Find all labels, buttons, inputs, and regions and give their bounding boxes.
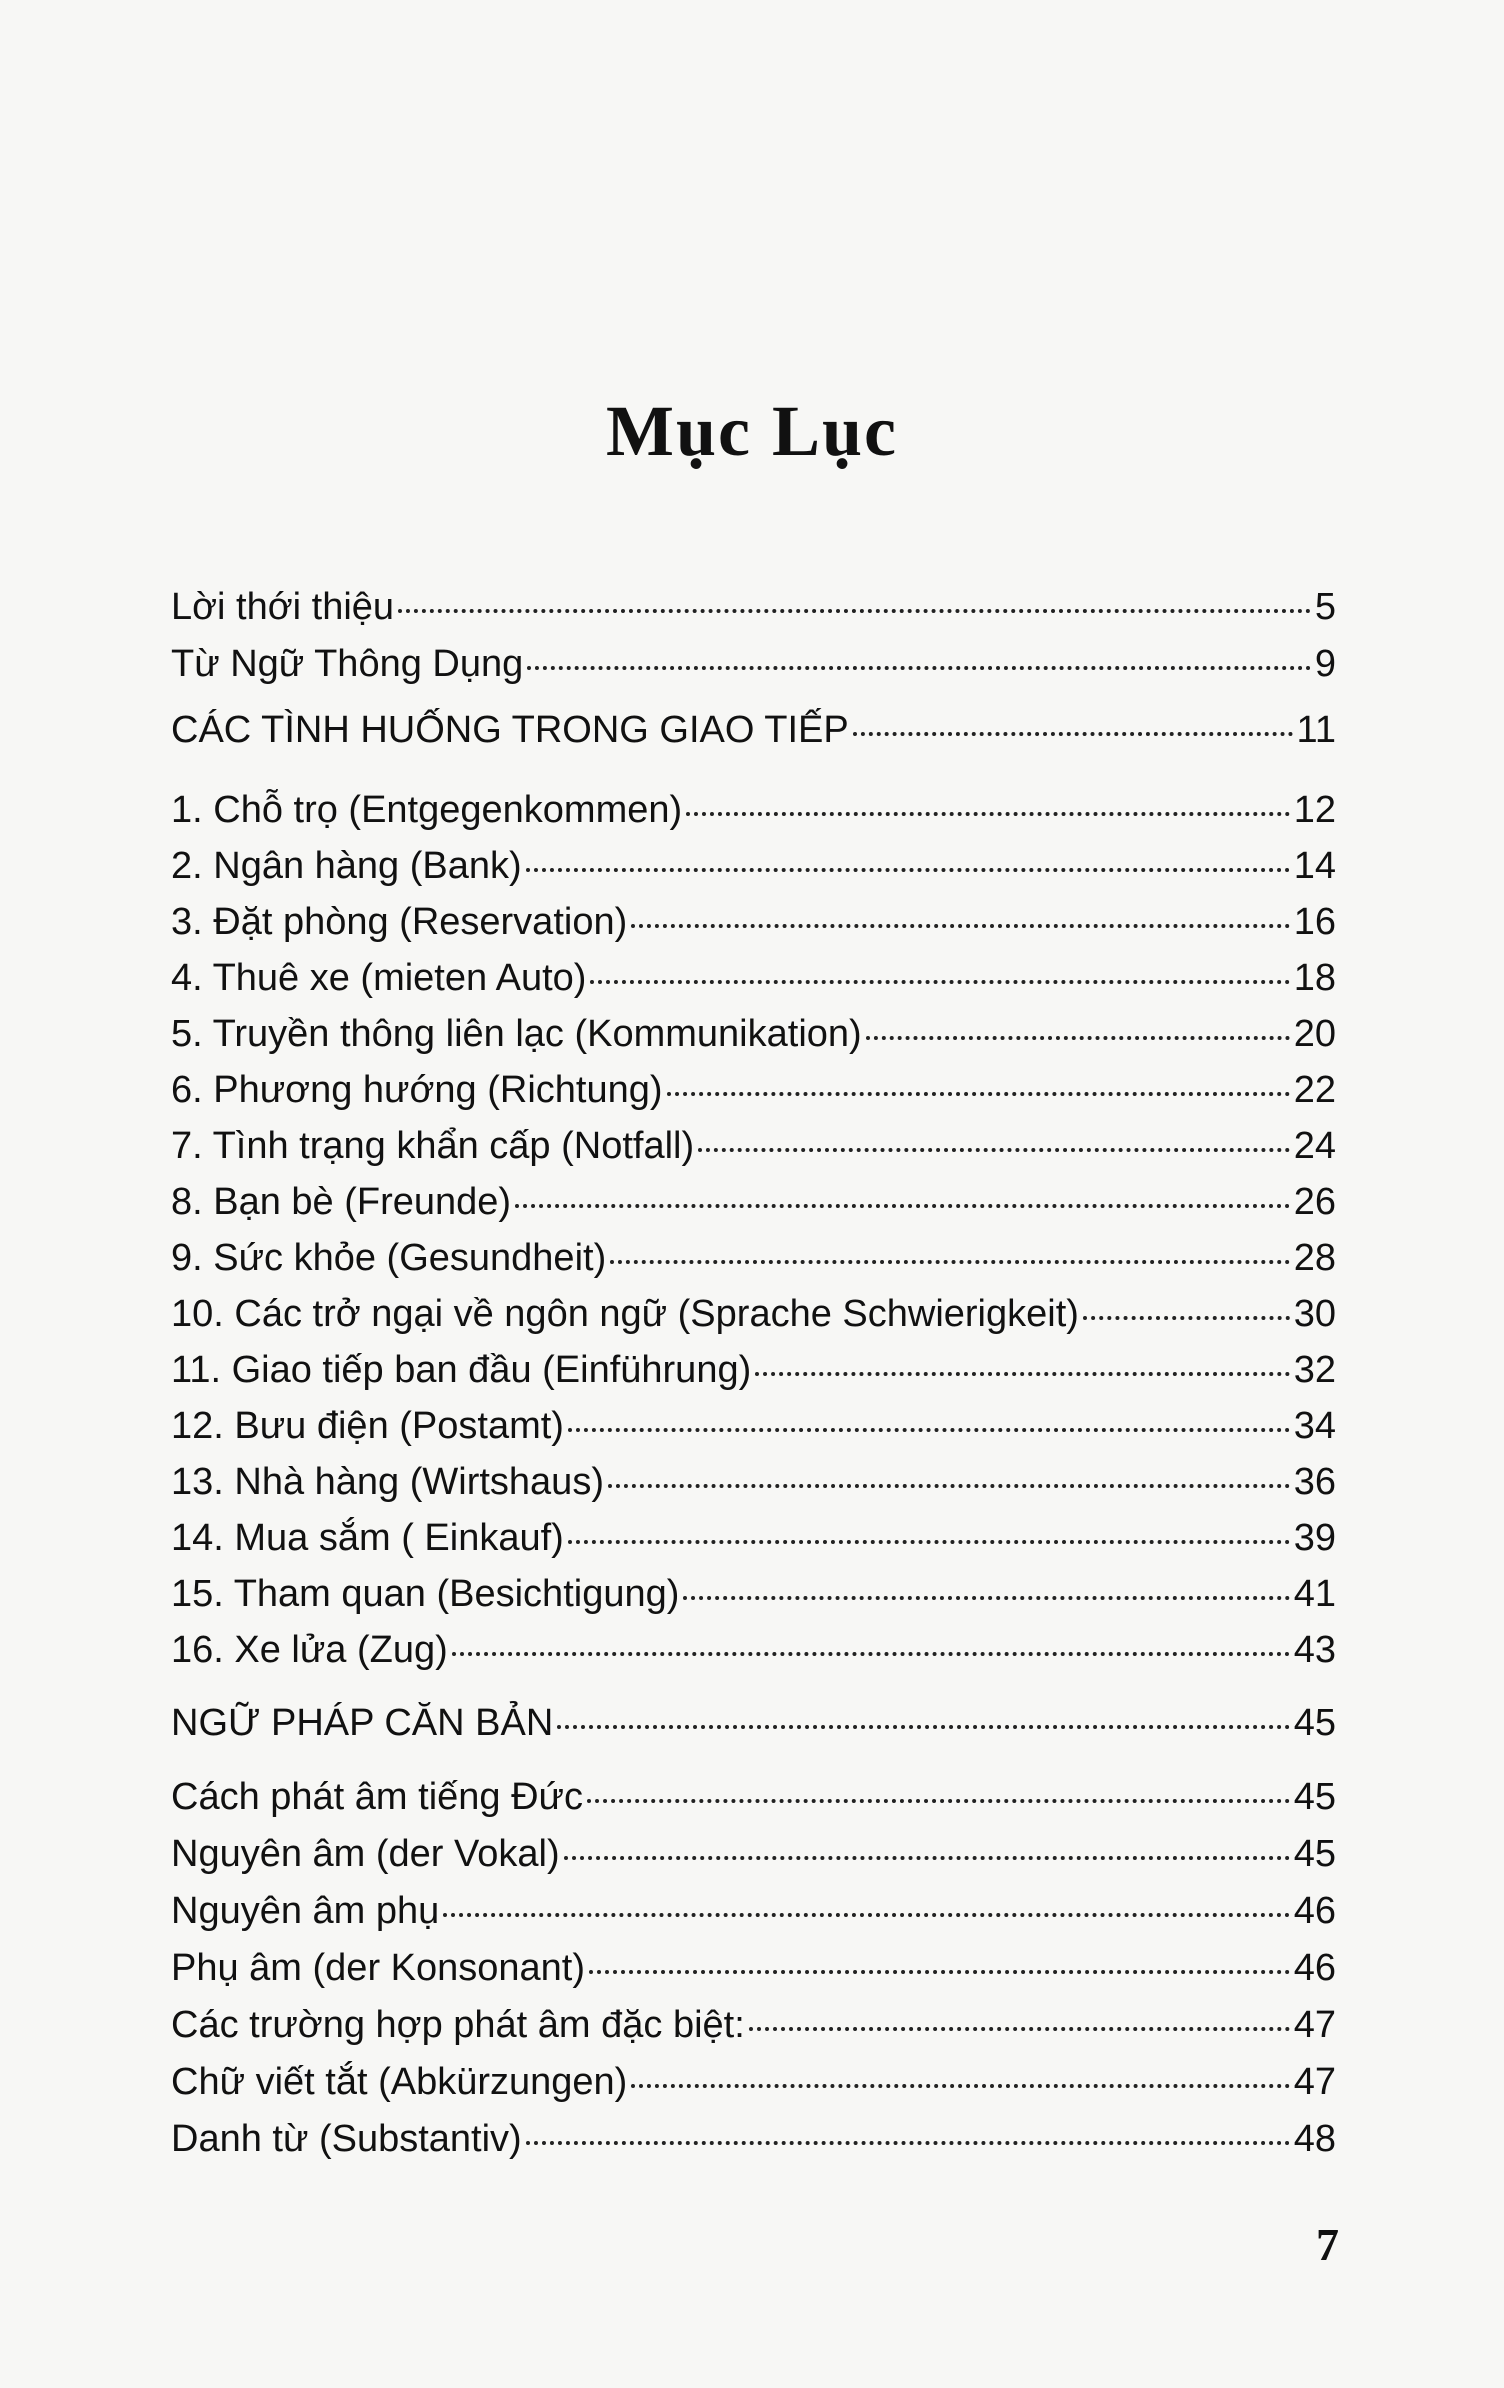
toc-entry-label: CÁC TÌNH HUỐNG TRONG GIAO TIẾP: [171, 709, 849, 751]
toc-entry-label: Danh từ (Substantiv): [171, 2118, 522, 2160]
toc-entry-label: Từ Ngữ Thông Dụng: [171, 643, 524, 685]
toc-entry: [171, 2001, 1336, 2049]
toc-dot-leader: [631, 2084, 1289, 2088]
toc-entry-label: Phụ âm (der Konsonant): [171, 1947, 586, 1989]
toc-dot-leader: [515, 1204, 1290, 1208]
toc-dot-leader: [686, 812, 1290, 816]
toc-entry-page: 20: [1293, 1013, 1336, 1055]
toc-entry-label: 11. Giao tiếp ban đầu (Einführung): [171, 1349, 752, 1391]
toc-entry: [171, 2115, 1336, 2163]
toc-entry-page: 5: [1314, 586, 1336, 628]
toc-entry-page: 9: [1314, 643, 1336, 685]
toc-entry: [171, 1944, 1336, 1992]
toc-entry: [171, 1122, 1336, 1170]
toc-dot-leader: [853, 732, 1293, 736]
toc-entry-page: 24: [1293, 1125, 1336, 1167]
toc-entry-label: 10. Các trở ngại về ngôn ngữ (Sprache Schwierigkeit): [171, 1293, 1079, 1335]
toc-entry-label: 14. Mua sắm ( Einkauf): [171, 1517, 564, 1559]
toc-entry-label: Cách phát âm tiếng Đức: [171, 1776, 583, 1818]
toc-entry-page: 47: [1293, 2004, 1336, 2046]
toc-entry: [171, 1773, 1336, 1821]
toc-section-heading: [171, 706, 1336, 754]
toc-entry-label: Lời thới thiệu: [171, 586, 395, 628]
toc-entry: [171, 583, 1336, 631]
table-of-contents: [171, 583, 1336, 2163]
toc-dot-leader: [590, 980, 1289, 984]
toc-entry-page: 48: [1293, 2118, 1336, 2160]
toc-entry: [171, 1626, 1336, 1674]
toc-entry: [171, 1887, 1336, 1935]
toc-entry-page: 18: [1293, 957, 1336, 999]
toc-entry-label: 16. Xe lửa (Zug): [171, 1629, 448, 1671]
toc-dot-leader: [568, 1540, 1290, 1544]
toc-entry-page: 11: [1296, 709, 1336, 751]
toc-entry-label: 1. Chỗ trọ (Entgegenkommen): [171, 789, 683, 831]
toc-entry-label: 12. Bưu điện (Postamt): [171, 1405, 564, 1447]
toc-dot-leader: [526, 868, 1290, 872]
toc-entry: [171, 1066, 1336, 1114]
toc-entry: [171, 1458, 1336, 1506]
toc-entry: [171, 1514, 1336, 1562]
toc-entry-label: 4. Thuê xe (mieten Auto): [171, 957, 587, 999]
page-title: Mục Lục: [606, 391, 898, 471]
toc-entry: [171, 640, 1336, 688]
toc-entry-page: 30: [1293, 1293, 1336, 1335]
toc-entry-page: 39: [1293, 1517, 1336, 1559]
toc-entry-page: 26: [1293, 1181, 1336, 1223]
toc-dot-leader: [589, 1970, 1290, 1974]
toc-dot-leader: [1083, 1316, 1290, 1320]
toc-dot-leader: [527, 666, 1311, 670]
toc-entry-label: 8. Bạn bè (Freunde): [171, 1181, 512, 1223]
toc-entry-page: 46: [1293, 1890, 1336, 1932]
toc-entry: [171, 898, 1336, 946]
toc-entry-label: 5. Truyền thông liên lạc (Kommunikation): [171, 1013, 862, 1055]
toc-entry-label: 15. Tham quan (Besichtigung): [171, 1573, 680, 1615]
toc-dot-leader: [667, 1092, 1290, 1096]
toc-entry-label: Chữ viết tắt (Abkürzungen): [171, 2061, 628, 2103]
toc-entry: [171, 1402, 1336, 1450]
toc-entry-page: 22: [1293, 1069, 1336, 1111]
toc-dot-leader: [683, 1596, 1289, 1600]
toc-dot-leader: [755, 1372, 1289, 1376]
toc-entry: [171, 1830, 1336, 1878]
page-number: 7: [1316, 2219, 1339, 2270]
toc-dot-leader: [610, 1260, 1290, 1264]
toc-entry-page: 34: [1293, 1405, 1336, 1447]
toc-entry: [171, 1570, 1336, 1618]
toc-entry-page: 45: [1293, 1833, 1336, 1875]
toc-entry-page: 16: [1293, 901, 1336, 943]
toc-entry-label: 7. Tình trạng khẩn cấp (Notfall): [171, 1125, 695, 1167]
toc-entry-label: NGỮ PHÁP CĂN BẢN: [171, 1702, 554, 1744]
toc-dot-leader: [587, 1799, 1290, 1803]
toc-dot-leader: [568, 1428, 1290, 1432]
toc-section-heading: [171, 1699, 1336, 1747]
toc-entry-label: 6. Phương hướng (Richtung): [171, 1069, 663, 1111]
toc-dot-leader: [564, 1856, 1290, 1860]
toc-dot-leader: [443, 1913, 1289, 1917]
toc-entry-label: 9. Sức khỏe (Gesundheit): [171, 1237, 607, 1279]
toc-dot-leader: [749, 2027, 1290, 2031]
toc-entry-page: 36: [1293, 1461, 1336, 1503]
toc-entry: [171, 954, 1336, 1002]
toc-entry: [171, 1346, 1336, 1394]
toc-entry-page: 45: [1293, 1776, 1336, 1818]
toc-entry-page: 12: [1293, 789, 1336, 831]
toc-dot-leader: [698, 1148, 1290, 1152]
toc-entry-label: 3. Đặt phòng (Reservation): [171, 901, 628, 943]
toc-entry: [171, 1010, 1336, 1058]
toc-entry-label: 2. Ngân hàng (Bank): [171, 845, 522, 887]
toc-entry-label: Nguyên âm (der Vokal): [171, 1833, 560, 1875]
toc-dot-leader: [398, 609, 1311, 613]
toc-dot-leader: [452, 1652, 1290, 1656]
toc-dot-leader: [866, 1036, 1290, 1040]
toc-entry-page: 43: [1293, 1629, 1336, 1671]
toc-entry-label: Các trường hợp phát âm đặc biệt:: [171, 2004, 745, 2046]
toc-dot-leader: [608, 1484, 1290, 1488]
toc-entry-label: 13. Nhà hàng (Wirtshaus): [171, 1461, 604, 1503]
toc-entry-page: 41: [1293, 1573, 1336, 1615]
toc-entry-page: 32: [1293, 1349, 1336, 1391]
toc-entry: [171, 1178, 1336, 1226]
toc-entry-label: Nguyên âm phụ: [171, 1890, 440, 1932]
toc-entry-page: 46: [1293, 1947, 1336, 1989]
toc-entry: [171, 842, 1336, 890]
toc-entry-page: 28: [1293, 1237, 1336, 1279]
toc-dot-leader: [526, 2141, 1290, 2145]
toc-entry-page: 14: [1293, 845, 1336, 887]
toc-entry: [171, 2058, 1336, 2106]
toc-entry: [171, 1234, 1336, 1282]
toc-entry: [171, 786, 1336, 834]
toc-dot-leader: [557, 1725, 1289, 1729]
toc-dot-leader: [631, 924, 1289, 928]
toc-entry: [171, 1290, 1336, 1338]
toc-entry-page: 47: [1293, 2061, 1336, 2103]
toc-entry-page: 45: [1293, 1702, 1336, 1744]
